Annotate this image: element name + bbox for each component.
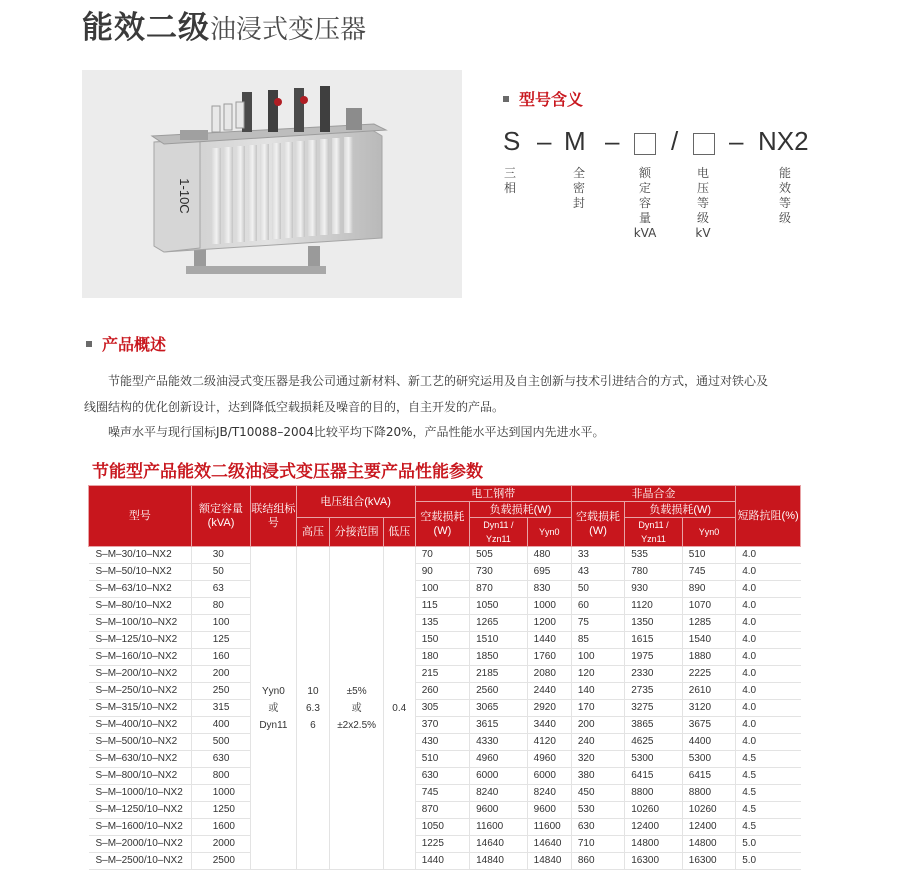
cell-steel-load-yyn: 6000 — [527, 768, 571, 785]
table-row — [89, 717, 801, 734]
cell-steel-noload: 745 — [415, 785, 469, 802]
capacity-box — [634, 133, 656, 155]
cell-amorph-load-dyn: 5300 — [625, 751, 683, 768]
cell-amorph-load-yyn: 4400 — [682, 734, 735, 751]
voltage-box — [693, 133, 715, 155]
cell-group-line: 或 — [268, 702, 279, 714]
cell-amorph-load-dyn: 4625 — [625, 734, 683, 751]
cell-amorph-noload: 860 — [571, 853, 624, 870]
cell-steel-load-yyn: 14840 — [527, 853, 571, 870]
cell-steel-load-yyn: 8240 — [527, 785, 571, 802]
cell-steel-noload: 630 — [415, 768, 469, 785]
cell-amorph-load-dyn: 2330 — [625, 666, 683, 683]
cell-impedance: 4.0 — [736, 717, 801, 734]
cell-model: S–M–125/10–NX2 — [89, 632, 192, 649]
cell-amorph-noload: 170 — [571, 700, 624, 717]
cell-capacity: 500 — [191, 734, 251, 751]
cell-steel-noload: 510 — [415, 751, 469, 768]
spec-table — [88, 485, 801, 870]
cell-steel-load-dyn: 870 — [470, 581, 528, 598]
cell-hv-line: 6.3 — [306, 702, 320, 714]
meaning-voltage: 电 压 等 级 kV — [695, 166, 711, 240]
cell-model: S–M–2500/10–NX2 — [89, 853, 192, 870]
cell-impedance: 4.5 — [736, 802, 801, 819]
cell-amorph-load-yyn: 745 — [682, 564, 735, 581]
cell-amorph-load-yyn: 14800 — [682, 836, 735, 853]
cell-model: S–M–630/10–NX2 — [89, 751, 192, 768]
cell-impedance: 4.0 — [736, 700, 801, 717]
cell-hv — [296, 547, 330, 870]
cell-steel-load-yyn: 2440 — [527, 683, 571, 700]
cell-impedance: 4.5 — [736, 751, 801, 768]
cell-steel-noload: 115 — [415, 598, 469, 615]
cell-amorph-load-dyn: 780 — [625, 564, 683, 581]
cell-group — [251, 547, 296, 870]
cell-amorph-load-dyn: 1350 — [625, 615, 683, 632]
cell-amorph-noload: 200 — [571, 717, 624, 734]
cell-impedance: 4.0 — [736, 666, 801, 683]
th-amorph-load-yyn: Yyn0 — [682, 518, 735, 547]
cell-impedance: 5.0 — [736, 836, 801, 853]
code-nx2: NX2 — [758, 126, 809, 156]
cell-amorph-load-yyn: 2225 — [682, 666, 735, 683]
model-meaning-heading: 型号含义 — [503, 87, 583, 110]
cell-amorph-load-yyn: 3120 — [682, 700, 735, 717]
cell-impedance: 4.0 — [736, 632, 801, 649]
cell-amorph-load-yyn: 12400 — [682, 819, 735, 836]
th-hv: 高压 — [296, 518, 330, 547]
cell-steel-load-yyn: 9600 — [527, 802, 571, 819]
cell-amorph-load-dyn: 3865 — [625, 717, 683, 734]
cell-capacity: 50 — [191, 564, 251, 581]
cell-capacity: 63 — [191, 581, 251, 598]
table-row — [89, 751, 801, 768]
meaning-capacity: 额 定 容 量 kVA — [633, 166, 657, 240]
cell-steel-load-yyn: 2080 — [527, 666, 571, 683]
cell-steel-load-yyn: 1200 — [527, 615, 571, 632]
cell-steel-load-dyn: 14840 — [470, 853, 528, 870]
cell-amorph-noload: 50 — [571, 581, 624, 598]
cell-amorph-load-dyn: 6415 — [625, 768, 683, 785]
cell-steel-load-dyn: 8240 — [470, 785, 528, 802]
cell-capacity: 315 — [191, 700, 251, 717]
cell-steel-load-dyn: 1050 — [470, 598, 528, 615]
cell-amorph-load-yyn: 1070 — [682, 598, 735, 615]
bullet-square — [86, 341, 92, 347]
cell-amorph-load-dyn: 8800 — [625, 785, 683, 802]
th-voltage: 电压组合(kVA) — [296, 486, 415, 518]
table-row — [89, 666, 801, 683]
cell-steel-load-dyn: 3065 — [470, 700, 528, 717]
cell-steel-load-yyn: 480 — [527, 547, 571, 564]
cell-group-line: Yyn0 — [262, 685, 285, 697]
bullet-square — [503, 96, 509, 102]
table-row — [89, 768, 801, 785]
overview-heading: 产品概述 — [86, 332, 166, 355]
cell-amorph-noload: 710 — [571, 836, 624, 853]
cell-model: S–M–315/10–NX2 — [89, 700, 192, 717]
th-steel-load-dyn: Dyn11 / Yzn11 — [470, 518, 528, 547]
cell-amorph-load-dyn: 16300 — [625, 853, 683, 870]
cell-capacity: 30 — [191, 547, 251, 564]
cell-steel-load-yyn: 1760 — [527, 649, 571, 666]
cell-amorph-load-dyn: 1615 — [625, 632, 683, 649]
overview-p1-line2: 线圈结构的优化创新设计，达到降低空载损耗及噪音的目的，自主开发的产品。 — [84, 400, 505, 414]
product-image — [82, 70, 462, 298]
table-row — [89, 700, 801, 717]
table-row — [89, 564, 801, 581]
cell-amorph-noload: 320 — [571, 751, 624, 768]
cell-steel-load-dyn: 1850 — [470, 649, 528, 666]
cell-capacity: 630 — [191, 751, 251, 768]
cell-steel-noload: 90 — [415, 564, 469, 581]
th-amorph-load: 负载损耗(W) — [625, 502, 736, 518]
cell-amorph-load-dyn: 12400 — [625, 819, 683, 836]
spec-table-body — [89, 547, 801, 870]
cell-steel-load-dyn: 4960 — [470, 751, 528, 768]
th-group: 联结组标号 — [251, 486, 296, 547]
transformer-illustration — [82, 70, 462, 298]
cell-capacity: 100 — [191, 615, 251, 632]
cell-model: S–M–1600/10–NX2 — [89, 819, 192, 836]
th-amorph-noload: 空载损耗(W) — [571, 502, 624, 547]
cell-steel-noload: 260 — [415, 683, 469, 700]
cell-steel-load-dyn: 505 — [470, 547, 528, 564]
cell-capacity: 400 — [191, 717, 251, 734]
code-dash-2: – — [605, 126, 620, 156]
cell-steel-load-dyn: 11600 — [470, 819, 528, 836]
cell-steel-load-dyn: 730 — [470, 564, 528, 581]
cell-amorph-load-yyn: 1285 — [682, 615, 735, 632]
cell-impedance: 4.0 — [736, 615, 801, 632]
table-row — [89, 547, 801, 564]
code-dash-3: – — [729, 126, 744, 156]
cell-steel-noload: 100 — [415, 581, 469, 598]
cell-amorph-load-yyn: 6415 — [682, 768, 735, 785]
cell-impedance: 4.0 — [736, 564, 801, 581]
cell-amorph-load-yyn: 1540 — [682, 632, 735, 649]
cell-model: S–M–200/10–NX2 — [89, 666, 192, 683]
cell-steel-load-yyn: 14640 — [527, 836, 571, 853]
cell-steel-noload: 70 — [415, 547, 469, 564]
th-steel: 电工钢带 — [415, 486, 571, 502]
overview-p1-line1: 节能型产品能效二级油浸式变压器是我公司通过新材料、新工艺的研究运用及自主创新与技术引进结合的方式，通过对铁心及 — [108, 374, 769, 388]
tank-tag: 1-10C — [177, 178, 192, 214]
meaning-sealed: 全 密 封 — [572, 166, 585, 210]
cell-steel-noload: 870 — [415, 802, 469, 819]
table-row — [89, 683, 801, 700]
cell-steel-load-yyn: 4960 — [527, 751, 571, 768]
code-dash-1: – — [537, 126, 552, 156]
code-m: M — [564, 126, 586, 156]
th-impedance: 短路抗阻(%) — [736, 486, 801, 547]
cell-amorph-load-yyn: 16300 — [682, 853, 735, 870]
cell-capacity: 2000 — [191, 836, 251, 853]
cell-steel-noload: 1225 — [415, 836, 469, 853]
cell-steel-noload: 180 — [415, 649, 469, 666]
cell-model: S–M–63/10–NX2 — [89, 581, 192, 598]
cell-amorph-noload: 43 — [571, 564, 624, 581]
cell-tap-line: ±2x2.5% — [337, 719, 377, 731]
cell-amorph-load-yyn: 2610 — [682, 683, 735, 700]
cell-impedance: 4.5 — [736, 819, 801, 836]
th-lv: 低压 — [383, 518, 415, 547]
cell-tap — [330, 547, 383, 870]
th-model: 型号 — [89, 486, 192, 547]
page-title — [82, 2, 366, 47]
cell-capacity: 200 — [191, 666, 251, 683]
table-row — [89, 802, 801, 819]
cell-amorph-load-yyn: 3675 — [682, 717, 735, 734]
cell-amorph-noload: 240 — [571, 734, 624, 751]
cell-steel-load-dyn: 14640 — [470, 836, 528, 853]
cell-model: S–M–800/10–NX2 — [89, 768, 192, 785]
cell-steel-noload: 1050 — [415, 819, 469, 836]
meaning-three-phase: 三 相 — [503, 166, 516, 195]
cell-steel-load-dyn: 4330 — [470, 734, 528, 751]
cell-impedance: 5.0 — [736, 853, 801, 870]
th-tap: 分接范围 — [330, 518, 383, 547]
table-row — [89, 615, 801, 632]
cell-amorph-noload: 380 — [571, 768, 624, 785]
cell-capacity: 1250 — [191, 802, 251, 819]
table-row — [89, 819, 801, 836]
cell-model: S–M–30/10–NX2 — [89, 547, 192, 564]
cell-group-line: Dyn11 — [259, 719, 288, 731]
cell-amorph-load-dyn: 535 — [625, 547, 683, 564]
cell-capacity: 1000 — [191, 785, 251, 802]
cell-model: S–M–1250/10–NX2 — [89, 802, 192, 819]
model-code — [503, 126, 823, 160]
cell-steel-load-dyn: 1265 — [470, 615, 528, 632]
cell-model: S–M–2000/10–NX2 — [89, 836, 192, 853]
table-title: 节能型产品能效二级油浸式变压器主要产品性能参数 — [92, 462, 483, 482]
cell-steel-load-dyn: 2185 — [470, 666, 528, 683]
cell-steel-load-yyn: 1440 — [527, 632, 571, 649]
cell-model: S–M–80/10–NX2 — [89, 598, 192, 615]
cell-impedance: 4.0 — [736, 734, 801, 751]
cell-steel-load-yyn: 1000 — [527, 598, 571, 615]
cell-steel-load-yyn: 4120 — [527, 734, 571, 751]
cell-capacity: 800 — [191, 768, 251, 785]
cell-hv-line: 10 — [307, 685, 319, 697]
code-slash: / — [671, 126, 679, 156]
cell-amorph-load-dyn: 2735 — [625, 683, 683, 700]
cell-impedance: 4.5 — [736, 785, 801, 802]
cell-amorph-noload: 33 — [571, 547, 624, 564]
table-row — [89, 649, 801, 666]
cell-amorph-load-yyn: 1880 — [682, 649, 735, 666]
cell-impedance: 4.0 — [736, 547, 801, 564]
cell-impedance: 4.0 — [736, 683, 801, 700]
cell-amorph-load-dyn: 930 — [625, 581, 683, 598]
cell-steel-noload: 430 — [415, 734, 469, 751]
th-steel-load-yyn: Yyn0 — [527, 518, 571, 547]
cell-impedance: 4.0 — [736, 581, 801, 598]
cell-amorph-load-yyn: 5300 — [682, 751, 735, 768]
cell-tap-line: 或 — [351, 702, 362, 714]
th-amorphous: 非晶合金 — [571, 486, 735, 502]
table-row — [89, 581, 801, 598]
cell-amorph-noload: 85 — [571, 632, 624, 649]
title-bold: 能效二级 — [82, 10, 210, 46]
cell-hv-line: 6 — [310, 719, 316, 731]
cell-steel-load-yyn: 11600 — [527, 819, 571, 836]
cell-steel-noload: 1440 — [415, 853, 469, 870]
cell-lv: 0.4 — [383, 547, 415, 870]
cell-steel-noload: 305 — [415, 700, 469, 717]
cell-model: S–M–50/10–NX2 — [89, 564, 192, 581]
th-amorph-load-dyn: Dyn11 / Yzn11 — [625, 518, 683, 547]
cell-tap-line: ±5% — [346, 685, 367, 697]
cell-steel-load-yyn: 3440 — [527, 717, 571, 734]
cell-amorph-load-yyn: 10260 — [682, 802, 735, 819]
cell-model: S–M–500/10–NX2 — [89, 734, 192, 751]
table-row — [89, 632, 801, 649]
cell-steel-load-yyn: 695 — [527, 564, 571, 581]
cell-amorph-noload: 630 — [571, 819, 624, 836]
meaning-efficiency: 能 效 等 级 — [778, 166, 791, 225]
code-s: S — [503, 126, 521, 156]
cell-capacity: 160 — [191, 649, 251, 666]
cell-steel-noload: 370 — [415, 717, 469, 734]
cell-amorph-noload: 530 — [571, 802, 624, 819]
cell-steel-noload: 135 — [415, 615, 469, 632]
cell-steel-noload: 215 — [415, 666, 469, 683]
cell-steel-load-yyn: 2920 — [527, 700, 571, 717]
cell-amorph-noload: 100 — [571, 649, 624, 666]
cell-capacity: 1600 — [191, 819, 251, 836]
cell-amorph-load-yyn: 890 — [682, 581, 735, 598]
cell-steel-load-yyn: 830 — [527, 581, 571, 598]
cell-amorph-load-dyn: 14800 — [625, 836, 683, 853]
overview-p2: 噪声水平与现行国标JB/T10088–2004比较平均下降20%，产品性能水平达到国内先进水平。 — [108, 425, 605, 439]
cell-impedance: 4.5 — [736, 768, 801, 785]
cell-amorph-noload: 450 — [571, 785, 624, 802]
cell-capacity: 125 — [191, 632, 251, 649]
table-row — [89, 734, 801, 751]
cell-amorph-noload: 140 — [571, 683, 624, 700]
cell-amorph-load-yyn: 510 — [682, 547, 735, 564]
th-steel-noload: 空载损耗(W) — [415, 502, 469, 547]
cell-amorph-load-dyn: 1975 — [625, 649, 683, 666]
cell-steel-load-dyn: 1510 — [470, 632, 528, 649]
table-row — [89, 836, 801, 853]
th-steel-load: 负载损耗(W) — [470, 502, 572, 518]
cell-amorph-load-dyn: 10260 — [625, 802, 683, 819]
cell-steel-noload: 150 — [415, 632, 469, 649]
cell-amorph-load-yyn: 8800 — [682, 785, 735, 802]
cell-model: S–M–160/10–NX2 — [89, 649, 192, 666]
table-row — [89, 598, 801, 615]
cell-steel-load-dyn: 3615 — [470, 717, 528, 734]
cell-amorph-noload: 120 — [571, 666, 624, 683]
cell-model: S–M–250/10–NX2 — [89, 683, 192, 700]
cell-amorph-noload: 75 — [571, 615, 624, 632]
cell-model: S–M–1000/10–NX2 — [89, 785, 192, 802]
cell-steel-load-dyn: 6000 — [470, 768, 528, 785]
table-row — [89, 785, 801, 802]
cell-capacity: 250 — [191, 683, 251, 700]
cell-amorph-noload: 60 — [571, 598, 624, 615]
cell-impedance: 4.0 — [736, 649, 801, 666]
cell-amorph-load-dyn: 1120 — [625, 598, 683, 615]
cell-steel-load-dyn: 9600 — [470, 802, 528, 819]
cell-model: S–M–400/10–NX2 — [89, 717, 192, 734]
cell-impedance: 4.0 — [736, 598, 801, 615]
cell-capacity: 2500 — [191, 853, 251, 870]
cell-steel-load-dyn: 2560 — [470, 683, 528, 700]
th-capacity: 额定容量(kVA) — [191, 486, 251, 547]
table-row — [89, 853, 801, 870]
cell-amorph-load-dyn: 3275 — [625, 700, 683, 717]
cell-capacity: 80 — [191, 598, 251, 615]
cell-model: S–M–100/10–NX2 — [89, 615, 192, 632]
title-light: 油浸式变压器 — [210, 15, 367, 45]
